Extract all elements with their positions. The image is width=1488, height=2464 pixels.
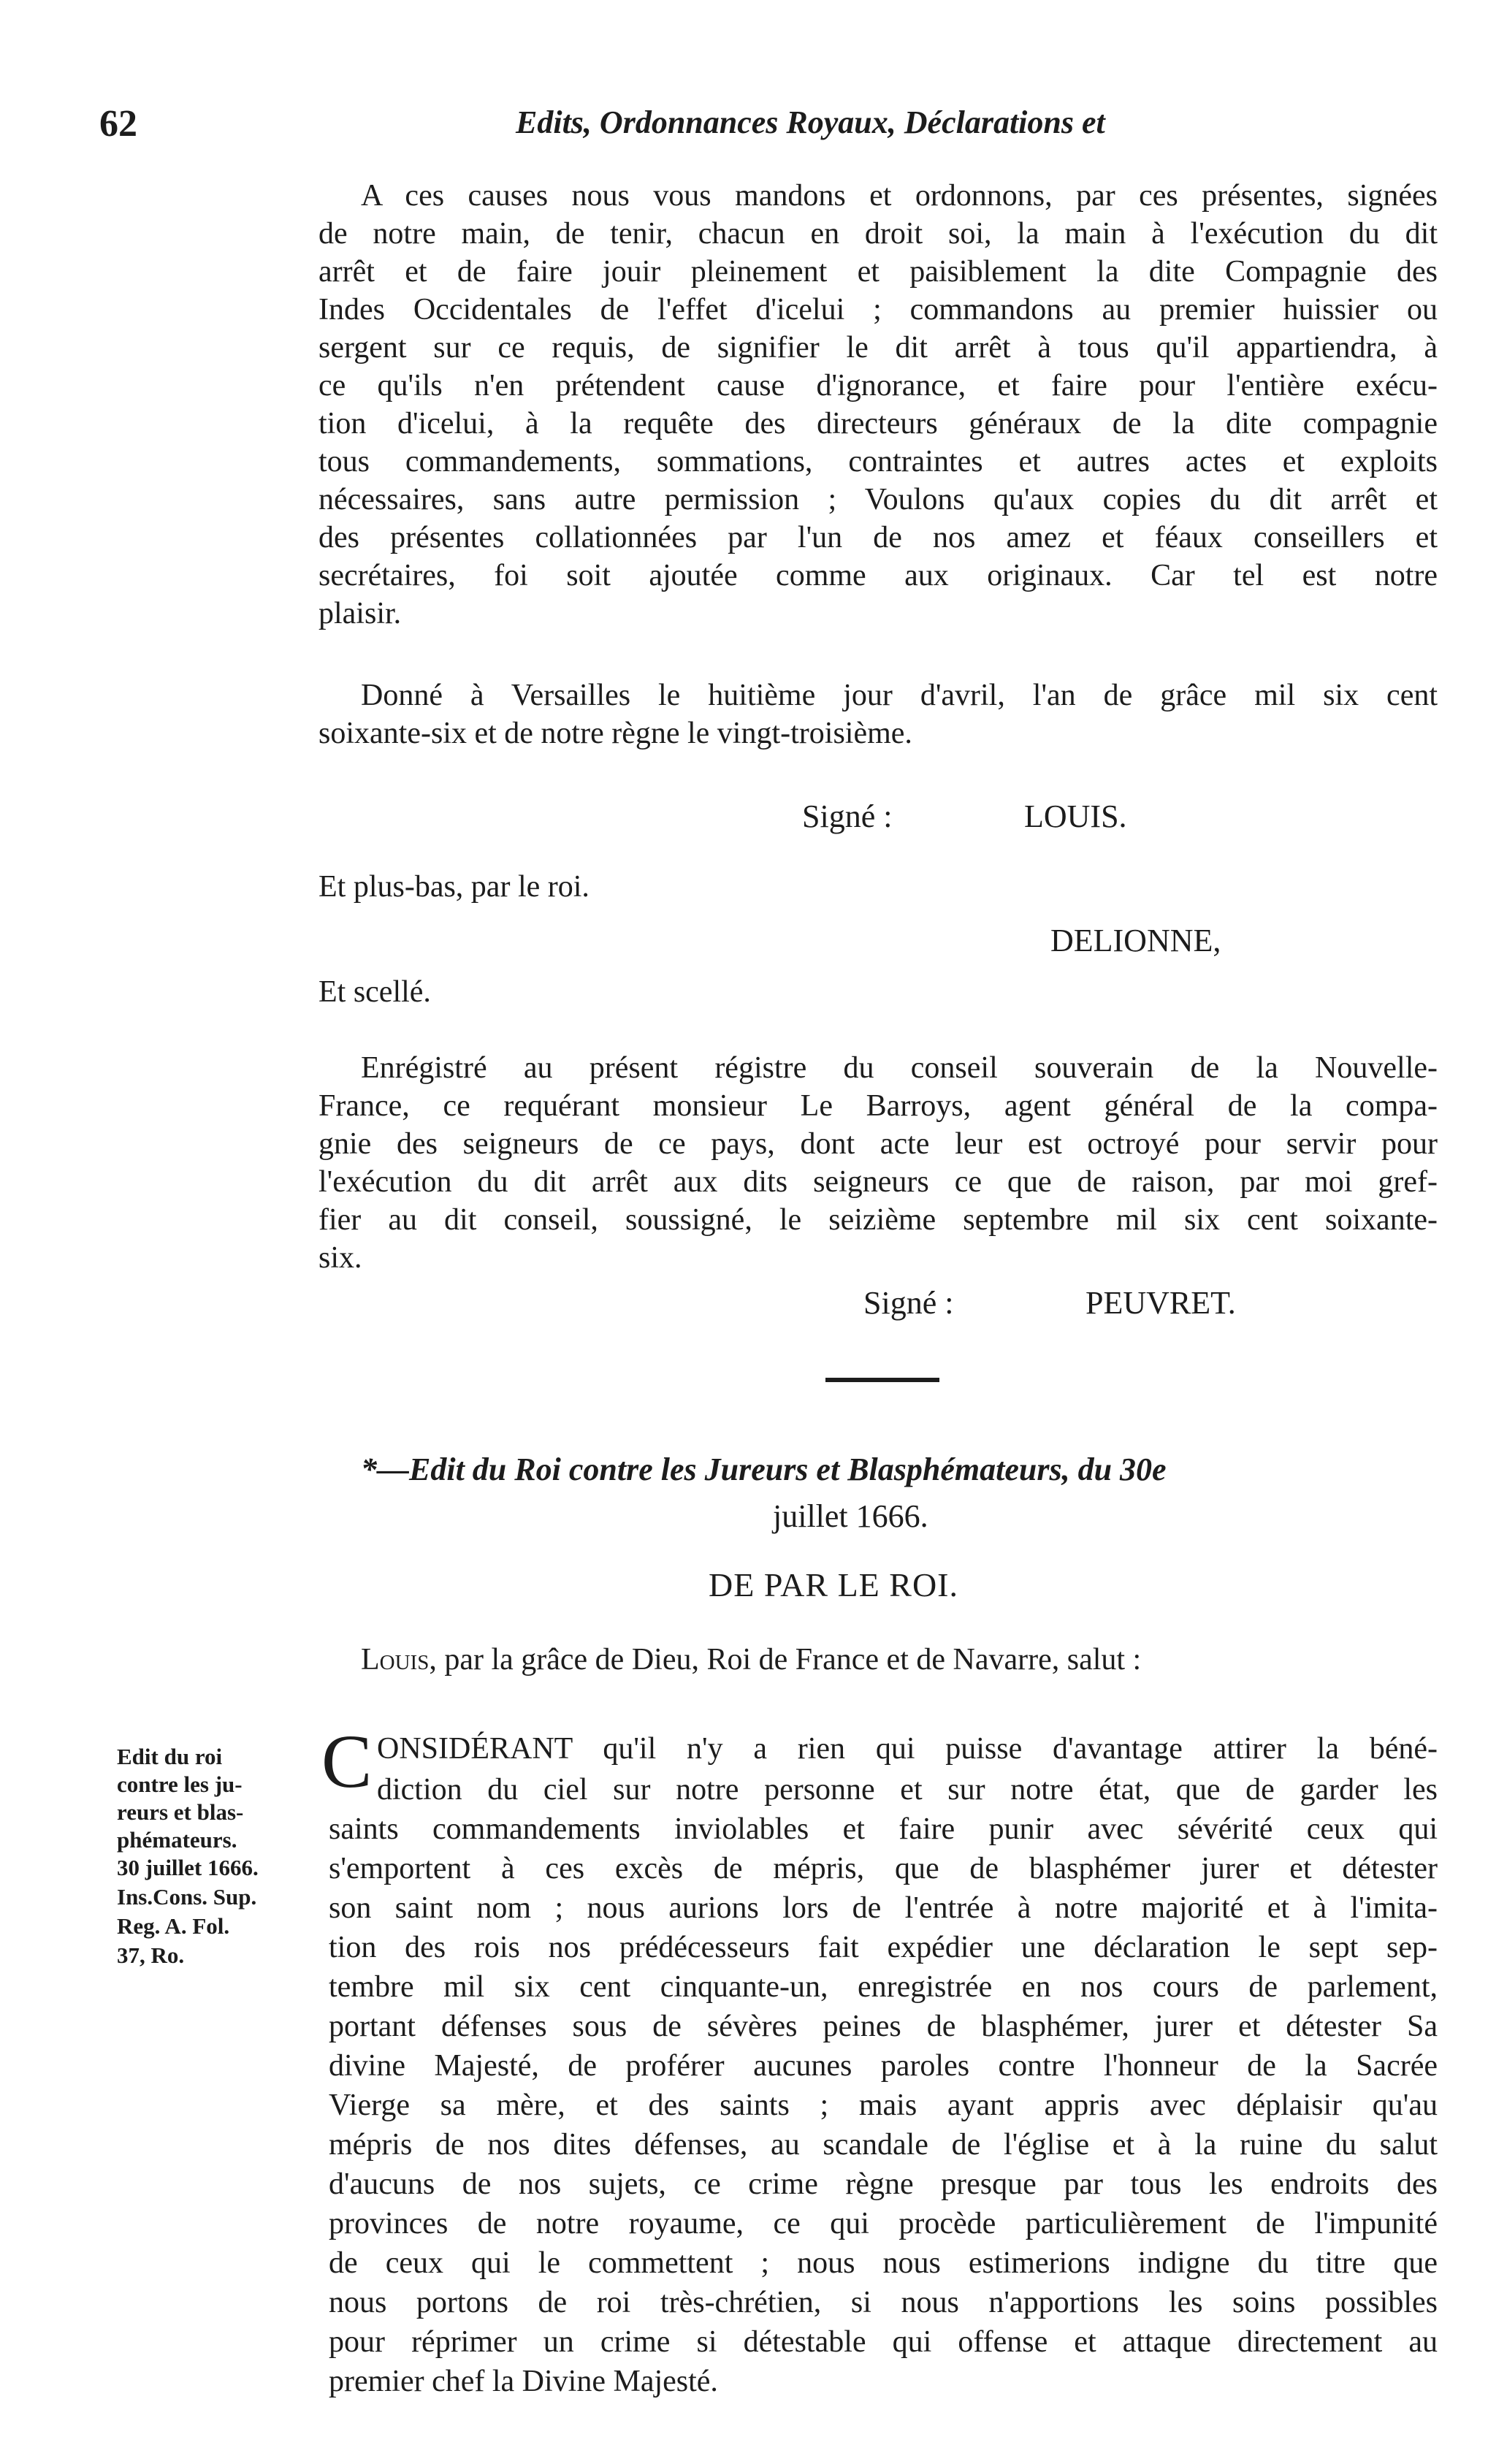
countersigner-name: DELIONNE, [1050,923,1221,958]
text-line: six. [318,1241,362,1275]
text-line: fier au dit conseil, soussigné, le seizième septembre mil six cent soixante- [318,1203,1438,1237]
text-line: Vierge sa mère, et des saints ; mais ayant appris avec déplaisir qu'au [329,2089,1438,2122]
text-line: tous commandements, sommations, contraintes et autres actes et exploits [318,445,1438,478]
text-line: s'emportent à ces excès de mépris, que de blasphémer jurer et détester [329,1852,1438,1885]
text-line: A ces causes nous vous mandons et ordonnons, par ces présentes, signées [361,179,1438,213]
page-number: 62 [99,103,137,145]
text-line: Enrégistré au présent régistre du conseil souverain de la Nouvelle- [361,1051,1438,1085]
text-line: soixante-six et de notre règne le vingt-troisième. [318,717,912,750]
text-line: divine Majesté, de proférer aucunes paroles contre l'honneur de la Sacrée [329,2049,1438,2083]
text-line: saints commandements inviolables et faire punir avec sévérité ceux qui [329,1812,1438,1846]
text-line: plaisir. [318,597,402,630]
text-line: ce qu'ils n'en prétendent cause d'ignorance, et faire pour l'entière exécu- [318,369,1438,403]
text-line: tion d'icelui, à la requête des directeurs généraux de la dite compagnie [318,407,1438,440]
plus-bas-line: Et plus-bas, par le roi. [318,870,590,904]
text-line: gnie des seigneurs de ce pays, dont acte leur est octroyé pour servir pour [318,1127,1438,1161]
text-line: nous portons de roi très-chrétien, si nous n'apportions les soins possibles [329,2286,1438,2319]
text-line: sergent sur ce requis, de signifier le dit arrêt à tous qu'il appartiendra, à [318,331,1438,365]
salutation [361,1642,1141,1677]
text-line: des présentes collationnées par l'un de nos amez et féaux conseillers et [318,521,1438,554]
text-line: de ceux qui le commettent ; nous nous estimerions indigne du titre que [329,2246,1438,2280]
signed-label: Signé : [802,798,893,834]
signer-name: LOUIS. [1024,798,1127,834]
text-line: Indes Occidentales de l'effet d'icelui ; commandons au premier huissier ou [318,293,1438,327]
text-line: nécessaires, sans autre permission ; Voulons qu'aux copies du dit arrêt et [318,483,1438,516]
text-line: son saint nom ; nous aurions lors de l'entrée à notre majorité et à l'imita- [329,1891,1438,1925]
text-line: tion des rois nos prédécesseurs fait expédier une déclaration le sept sep- [329,1931,1438,1964]
text-line: pour réprimer un crime si détestable qui offense et attaque directement au [329,2325,1438,2359]
sealed-line: Et scellé. [318,975,431,1009]
margin-note-line: phémateurs. [117,1827,237,1853]
margin-note-line: Ins.Cons. Sup. [117,1884,257,1910]
drop-cap: C [321,1720,373,1804]
text-line: ONSIDÉRANT qu'il n'y a rien qui puisse d'avantage attirer la béné- [377,1732,1438,1766]
text-line: portant défenses sous de sévères peines de blasphémer, jurer et détester Sa [329,2010,1438,2043]
margin-note-line: 37, Ro. [117,1942,185,1968]
text-line: mépris de nos dites défenses, au scandale de l'église et à la ruine du salut [329,2128,1438,2162]
margin-note-line: Reg. A. Fol. [117,1913,230,1939]
edict-title: *—Edit du Roi contre les Jureurs et Blasphémateurs, du 30e [361,1452,1167,1487]
signed-label: Signé : [863,1285,954,1321]
edict-heading: DE PAR LE ROI. [709,1566,958,1603]
text-line: Donné à Versailles le huitième jour d'avril, l'an de grâce mil six cent [361,679,1438,712]
section-divider [825,1378,939,1382]
text-line: provinces de notre royaume, ce qui procède particulièrement de l'impunité [329,2207,1438,2240]
text-line: secrétaires, foi soit ajoutée comme aux originaux. Car tel est notre [318,559,1438,592]
text-line: diction du ciel sur notre personne et sur notre état, que de garder les [377,1773,1438,1807]
signer-name: PEUVRET. [1086,1285,1236,1321]
text-line: l'exécution du dit arrêt aux dits seigneurs ce que de raison, par moi gref- [318,1165,1438,1199]
salutation-rest: , par la grâce de Dieu, Roi de France et de Navarre, salut : [429,1643,1142,1677]
edict-title-date [773,1499,928,1534]
text-line: premier chef la Divine Majesté. [329,2365,718,2398]
margin-note-line: reurs et blas- [117,1799,244,1825]
margin-note-line: Edit du roi [117,1744,223,1769]
edict-title-date-text: juillet 1666. [773,1498,928,1534]
text-line: France, ce requérant monsieur Le Barroys, agent général de la compa- [318,1089,1438,1123]
salutation-name: Louis [361,1643,430,1677]
text-line: arrêt et de faire jouir pleinement et paisiblement la dite Compagnie des [318,255,1438,289]
text-line: d'aucuns de nos sujets, ce crime règne presque par tous les endroits des [329,2167,1438,2201]
margin-note-line: contre les ju- [117,1771,243,1797]
margin-note-line: 30 juillet 1666. [117,1855,259,1880]
running-title: Edits, Ordonnances Royaux, Déclarations et [516,104,1105,140]
text-line: de notre main, de tenir, chacun en droit soi, la main à l'exécution du dit [318,217,1438,251]
text-line: tembre mil six cent cinquante-un, enregistrée en nos cours de parlement, [329,1970,1438,2004]
